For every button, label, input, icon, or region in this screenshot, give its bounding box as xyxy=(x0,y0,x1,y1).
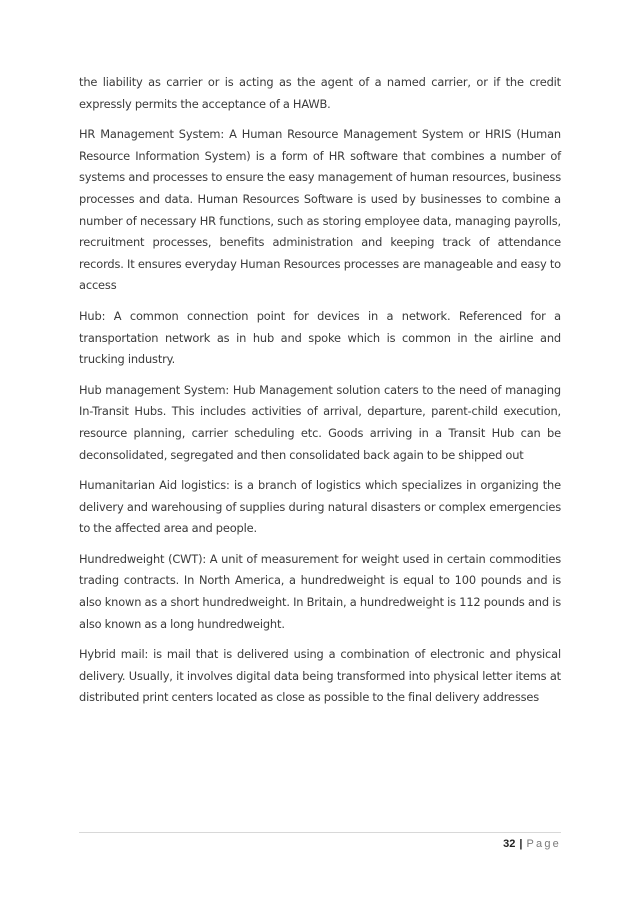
page-label: Page xyxy=(526,838,561,850)
footer-divider xyxy=(79,832,561,833)
paragraph-humanitarian-aid-logistics: Humanitarian Aid logistics: is a branch of logistics which specializes in organizing the delivery and warehousing of supplies during natural disasters or complex emergencies to the affected area and people. xyxy=(79,478,561,536)
page-body xyxy=(79,72,561,718)
paragraph-hawb-continuation: the liability as carrier or is acting as the agent of a named carrier, or if the credit expressly permits the acceptance of a HAWB. xyxy=(79,75,561,111)
page-footer xyxy=(503,838,561,850)
paragraph-hundredweight: Hundredweight (CWT): A unit of measurement for weight used in certain commodities trading contracts. In North America, a hundredweight is equal to 100 pounds and is also known as a short hundredweight. In Britain, a hundredweight is 112 pounds and is also known as a long hundredweight. xyxy=(79,551,561,631)
footer-separator: | xyxy=(519,838,523,850)
paragraph-hub-management-system: Hub management System: Hub Management solution caters to the need of managing In-Transit Hubs. This includes activities of arrival, departure, parent-child execution, resource planning, carrier scheduling etc. Goods arriving in a Transit Hub can be deconsolidated, segregated and then consolidated back again to be shipped out xyxy=(79,382,561,462)
paragraph-hr-management-system: HR Management System: A Human Resource Management System or HRIS (Human Resource Information System) is a form of HR software that combines a number of systems and processes to ensure the easy management of human resources, business processes and data. Human Resources Software is used by businesses to combine a number of necessary HR functions, such as storing employee data, managing payrolls, recruitment processes, benefits administration and keeping track of attendance records. It ensures everyday Human Resources processes are manageable and easy to access xyxy=(79,127,561,293)
paragraph-hybrid-mail: Hybrid mail: is mail that is delivered using a combination of electronic and physical delivery. Usually, it involves digital data being transformed into physical letter items at distributed print centers located as close as possible to the final delivery addresses xyxy=(79,647,561,705)
paragraph-hub: Hub: A common connection point for devices in a network. Referenced for a transportation network as in hub and spoke which is common in the airline and trucking industry. xyxy=(79,308,561,367)
page-number: 32 xyxy=(503,838,516,850)
